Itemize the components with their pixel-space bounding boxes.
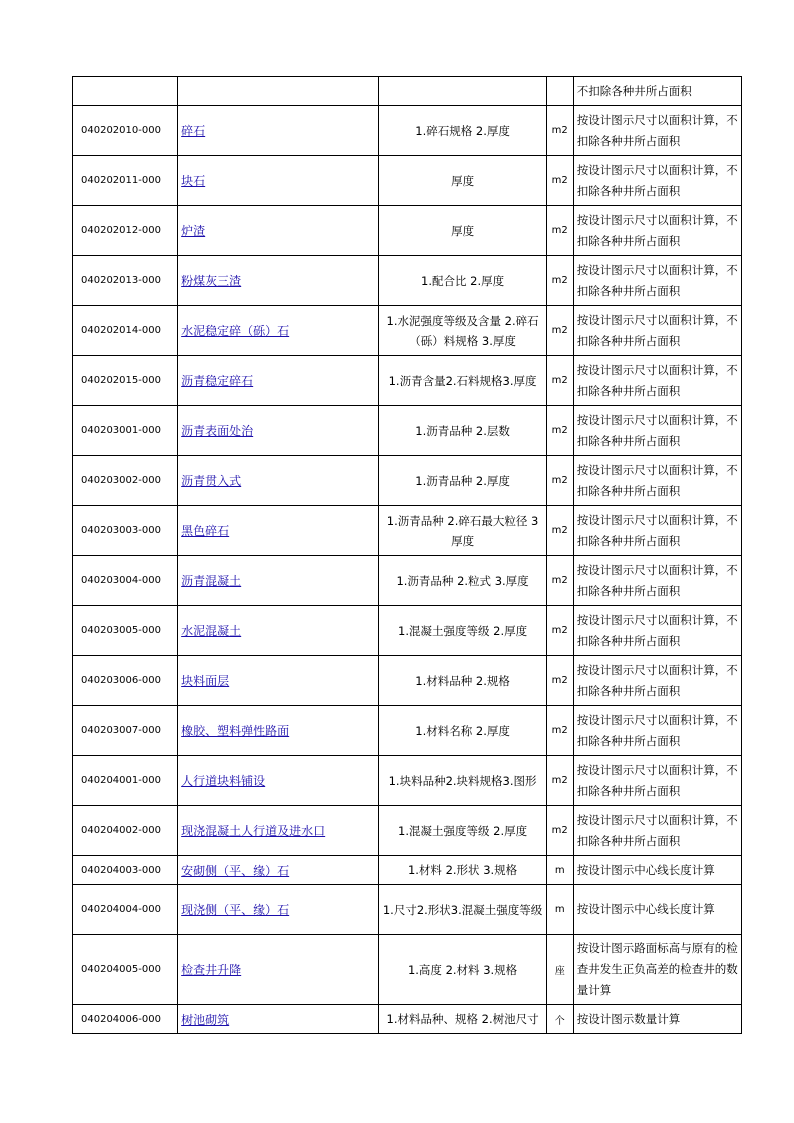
item-code: 040203001-000 [73, 406, 178, 456]
table-row [73, 206, 742, 256]
item-feature: 1.配合比 2.厚度 [379, 256, 546, 306]
item-measure-rule: 按设计图示中心线长度计算 [573, 885, 741, 935]
item-code: 040203004-000 [73, 556, 178, 606]
table-row [73, 506, 742, 556]
item-name-cell [178, 456, 379, 506]
item-unit: m2 [546, 556, 573, 606]
item-feature: 1.混凝土强度等级 2.厚度 [379, 606, 546, 656]
item-measure-rule: 按设计图示数量计算 [573, 1005, 741, 1034]
item-unit: m2 [546, 206, 573, 256]
item-feature: 1.沥青品种 2.粒式 3.厚度 [379, 556, 546, 606]
item-unit: m2 [546, 456, 573, 506]
item-code [73, 77, 178, 106]
item-code: 040202011-000 [73, 156, 178, 206]
item-unit: m2 [546, 106, 573, 156]
item-name-link[interactable]: 沥青贯入式 [181, 474, 242, 488]
item-code: 040202014-000 [73, 306, 178, 356]
item-code: 040202010-000 [73, 106, 178, 156]
item-feature: 1.沥青品种 2.碎石最大粒径 3厚度 [379, 506, 546, 556]
item-name-cell [178, 156, 379, 206]
item-name-cell [178, 806, 379, 856]
item-feature: 1.块料品种2.块料规格3.图形 [379, 756, 546, 806]
item-feature: 1.材料 2.形状 3.规格 [379, 856, 546, 885]
item-name-cell [178, 356, 379, 406]
table-row [73, 706, 742, 756]
item-measure-rule: 按设计图示尺寸以面积计算，不扣除各种井所占面积 [573, 506, 741, 556]
item-name-link[interactable]: 炉渣 [181, 224, 206, 238]
item-measure-rule: 按设计图示尺寸以面积计算，不扣除各种井所占面积 [573, 556, 741, 606]
item-measure-rule: 按设计图示路面标高与原有的检查井发生正负高差的检查井的数量计算 [573, 935, 741, 1005]
bill-of-quantities-table [72, 76, 742, 1034]
item-name-link[interactable]: 碎石 [181, 124, 206, 138]
item-name-link[interactable]: 安砌侧（平、缘）石 [181, 863, 290, 878]
item-name-cell [178, 935, 379, 1005]
item-name-link[interactable]: 人行道块料铺设 [181, 774, 266, 788]
item-unit: m [546, 856, 573, 885]
item-code: 040204001-000 [73, 756, 178, 806]
item-name-cell [178, 77, 379, 106]
item-unit: m2 [546, 706, 573, 756]
table-row [73, 356, 742, 406]
item-unit: m2 [546, 506, 573, 556]
table-row [73, 106, 742, 156]
item-name-link[interactable]: 块石 [181, 174, 206, 188]
item-code: 040202013-000 [73, 256, 178, 306]
item-name-link[interactable]: 沥青混凝土 [181, 574, 242, 588]
item-unit: 个 [546, 1005, 573, 1034]
table-row [73, 606, 742, 656]
table-row [73, 256, 742, 306]
item-feature: 1.碎石规格 2.厚度 [379, 106, 546, 156]
item-name-cell [178, 306, 379, 356]
item-feature [379, 77, 546, 106]
item-feature: 1.混凝土强度等级 2.厚度 [379, 806, 546, 856]
table-row [73, 156, 742, 206]
table-row [73, 935, 742, 1005]
item-code: 040204003-000 [73, 856, 178, 885]
table-row [73, 656, 742, 706]
item-unit: m2 [546, 256, 573, 306]
item-name-cell [178, 756, 379, 806]
item-name-cell [178, 885, 379, 935]
item-code: 040203003-000 [73, 506, 178, 556]
item-name-cell [178, 856, 379, 885]
item-unit: m2 [546, 356, 573, 406]
item-feature: 1.材料名称 2.厚度 [379, 706, 546, 756]
item-name-cell [178, 1005, 379, 1034]
item-unit: m2 [546, 756, 573, 806]
item-feature: 1.材料品种、规格 2.树池尺寸 [379, 1005, 546, 1034]
table-row [73, 885, 742, 935]
item-code: 040204005-000 [73, 935, 178, 1005]
item-feature: 1.高度 2.材料 3.规格 [379, 935, 546, 1005]
item-code: 040204002-000 [73, 806, 178, 856]
item-name-link[interactable]: 现浇混凝土人行道及进水口 [181, 824, 326, 838]
item-name-cell [178, 506, 379, 556]
item-measure-rule: 按设计图示尺寸以面积计算，不扣除各种井所占面积 [573, 356, 741, 406]
page [72, 76, 742, 1034]
item-name-cell [178, 606, 379, 656]
item-name-link[interactable]: 黑色碎石 [181, 524, 230, 538]
item-feature: 厚度 [379, 206, 546, 256]
item-feature: 1.沥青品种 2.厚度 [379, 456, 546, 506]
table-row [73, 306, 742, 356]
item-name-cell [178, 706, 379, 756]
item-name-link[interactable]: 水泥稳定碎（砾）石 [181, 324, 290, 338]
item-measure-rule: 按设计图示尺寸以面积计算，不扣除各种井所占面积 [573, 256, 741, 306]
item-name-link[interactable]: 橡胶、塑料弹性路面 [181, 724, 290, 738]
item-name-link[interactable]: 水泥混凝土 [181, 624, 242, 638]
table-row [73, 806, 742, 856]
item-feature: 1.沥青品种 2.层数 [379, 406, 546, 456]
item-unit: m2 [546, 406, 573, 456]
item-measure-rule: 按设计图示尺寸以面积计算，不扣除各种井所占面积 [573, 656, 741, 706]
item-unit: 座 [546, 935, 573, 1005]
item-code: 040202015-000 [73, 356, 178, 406]
item-measure-rule: 按设计图示尺寸以面积计算，不扣除各种井所占面积 [573, 606, 741, 656]
item-name-cell [178, 106, 379, 156]
item-unit: m2 [546, 656, 573, 706]
item-measure-rule: 按设计图示尺寸以面积计算，不扣除各种井所占面积 [573, 756, 741, 806]
item-name-link[interactable]: 沥青稳定碎石 [181, 374, 254, 388]
item-unit: m [546, 885, 573, 935]
item-unit: m2 [546, 306, 573, 356]
item-measure-rule: 按设计图示尺寸以面积计算，不扣除各种井所占面积 [573, 706, 741, 756]
item-name-link[interactable]: 沥青表面处治 [181, 424, 254, 438]
item-measure-rule: 按设计图示尺寸以面积计算，不扣除各种井所占面积 [573, 406, 741, 456]
item-name-cell [178, 406, 379, 456]
table-row [73, 77, 742, 106]
item-code: 040203005-000 [73, 606, 178, 656]
item-unit: m2 [546, 156, 573, 206]
item-unit: m2 [546, 806, 573, 856]
item-code: 040204004-000 [73, 885, 178, 935]
item-code: 040202012-000 [73, 206, 178, 256]
table-row [73, 556, 742, 606]
table-row [73, 856, 742, 885]
item-feature: 1.尺寸2.形状3.混凝土强度等级 [379, 885, 546, 935]
table-body [73, 77, 742, 1034]
item-feature: 1.沥青含量2.石料规格3.厚度 [379, 356, 546, 406]
item-measure-rule: 按设计图示尺寸以面积计算，不扣除各种井所占面积 [573, 156, 741, 206]
item-unit [546, 77, 573, 106]
item-measure-rule: 按设计图示尺寸以面积计算，不扣除各种井所占面积 [573, 456, 741, 506]
item-name-link[interactable]: 块料面层 [181, 674, 230, 688]
item-name-link[interactable]: 检查井升降 [181, 963, 242, 977]
item-measure-rule: 按设计图示尺寸以面积计算，不扣除各种井所占面积 [573, 806, 741, 856]
item-name-link[interactable]: 现浇侧（平、缘）石 [181, 903, 290, 917]
item-name-cell [178, 556, 379, 606]
item-code: 040203002-000 [73, 456, 178, 506]
item-measure-rule: 按设计图示尺寸以面积计算，不扣除各种井所占面积 [573, 306, 741, 356]
item-unit: m2 [546, 606, 573, 656]
table-row [73, 756, 742, 806]
item-measure-rule: 不扣除各种井所占面积 [573, 77, 741, 106]
item-measure-rule: 按设计图示尺寸以面积计算，不扣除各种井所占面积 [573, 106, 741, 156]
table-row [73, 1005, 742, 1034]
item-name-link[interactable]: 粉煤灰三渣 [181, 274, 242, 288]
item-feature: 厚度 [379, 156, 546, 206]
item-name-cell [178, 256, 379, 306]
table-row [73, 456, 742, 506]
item-name-cell [178, 206, 379, 256]
item-code: 040204006-000 [73, 1005, 178, 1034]
item-code: 040203007-000 [73, 706, 178, 756]
item-feature: 1.材料品种 2.规格 [379, 656, 546, 706]
item-code: 040203006-000 [73, 656, 178, 706]
item-name-link[interactable]: 树池砌筑 [181, 1012, 230, 1027]
item-measure-rule: 按设计图示尺寸以面积计算，不扣除各种井所占面积 [573, 206, 741, 256]
item-name-cell [178, 656, 379, 706]
item-measure-rule: 按设计图示中心线长度计算 [573, 856, 741, 885]
table-row [73, 406, 742, 456]
item-feature: 1.水泥强度等级及含量 2.碎石（砾）料规格 3.厚度 [379, 306, 546, 356]
